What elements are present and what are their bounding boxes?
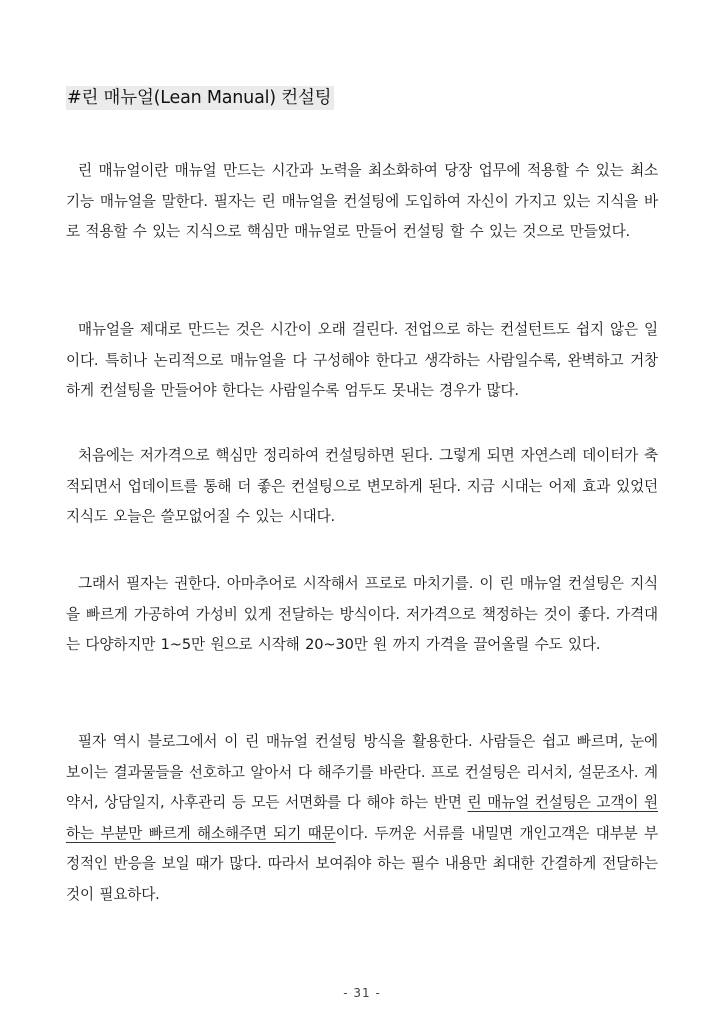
paragraph-3-text: 처음에는 저가격으로 핵심만 정리하여 컨설팅하면 된다. 그렇게 되면 자연스레 데이터가 축적되면서 업데이트를 통해 더 좋은 컨설팅으로 변모하게 된다. 지금 시대는 어제 효과 있었던 지식도 오늘은 쓸모없어질 수 있는 시대다. [66,447,658,525]
paragraph-3 [66,441,658,533]
section-heading: #린 매뉴얼(Lean Manual) 컨설팅 [66,86,334,110]
underlined-phrase: 린 매뉴얼 컨설팅은 고객이 원하는 부분만 빠르게 해소해주면 되기 때문 [66,794,658,842]
page-number: - 31 - [343,986,381,1000]
paragraph-1-text: 린 매뉴얼이란 매뉴얼 만드는 시간과 노력을 최소화하여 당장 업무에 적용할 수 있는 최소 기능 매뉴얼을 말한다. 필자는 린 매뉴얼을 컨설팅에 도입하여 자신이 가지고 있는 지식을 바로 적용할 수 있는 지식으로 핵심만 매뉴얼로 만들어 컨설팅 할 수 있는 것으로 만들었다. [66,162,658,240]
paragraph-2-text: 매뉴얼을 제대로 만드는 것은 시간이 오래 걸린다. 전업으로 하는 컨설턴트도 쉽지 않은 일이다. 특히나 논리적으로 매뉴얼을 다 구성해야 한다고 생각하는 사람일수록, 완벽하고 거창하게 컨설팅을 만들어야 한다는 사람일수록 엄두도 못내는 경우가 많다. [66,321,658,399]
paragraph-4-text: 그래서 필자는 권한다. 아마추어로 시작해서 프로로 마치기를. 이 린 매뉴얼 컨설팅은 지식을 빠르게 가공하여 가성비 있게 전달하는 방식이다. 저가격으로 책정하는 것이 좋다. 가격대는 다양하지만 1~5만 원으로 시작해 20~30만 원 까지 가격을 끌어올릴 수도 있다. [66,575,658,653]
paragraph-4 [66,569,658,661]
paragraph-5-text-end: 이다. 두꺼운 서류를 내밀면 개인고객은 대부분 부정적인 반응을 보일 때가 많다. 따라서 보여줘야 하는 필수 내용만 최대한 간결하게 전달하는 것이 필요하다. [66,824,658,903]
paragraph-5-text-start: 필자 역시 블로그에서 이 린 매뉴얼 컨설팅 방식을 활용한다. 사람들은 쉽고 빠르며, 눈에 보이는 결과물들을 선호하고 알아서 다 해주기를 바란다. 프로 컨설팅은 리서치, 설문조사. 계약서, 상담일지, 사후관리 등 모든 서면화를 다 해야 하는 반면 [66,733,658,811]
paragraph-2 [66,315,658,407]
paragraph-5 [66,727,658,910]
paragraph-1 [66,156,658,248]
